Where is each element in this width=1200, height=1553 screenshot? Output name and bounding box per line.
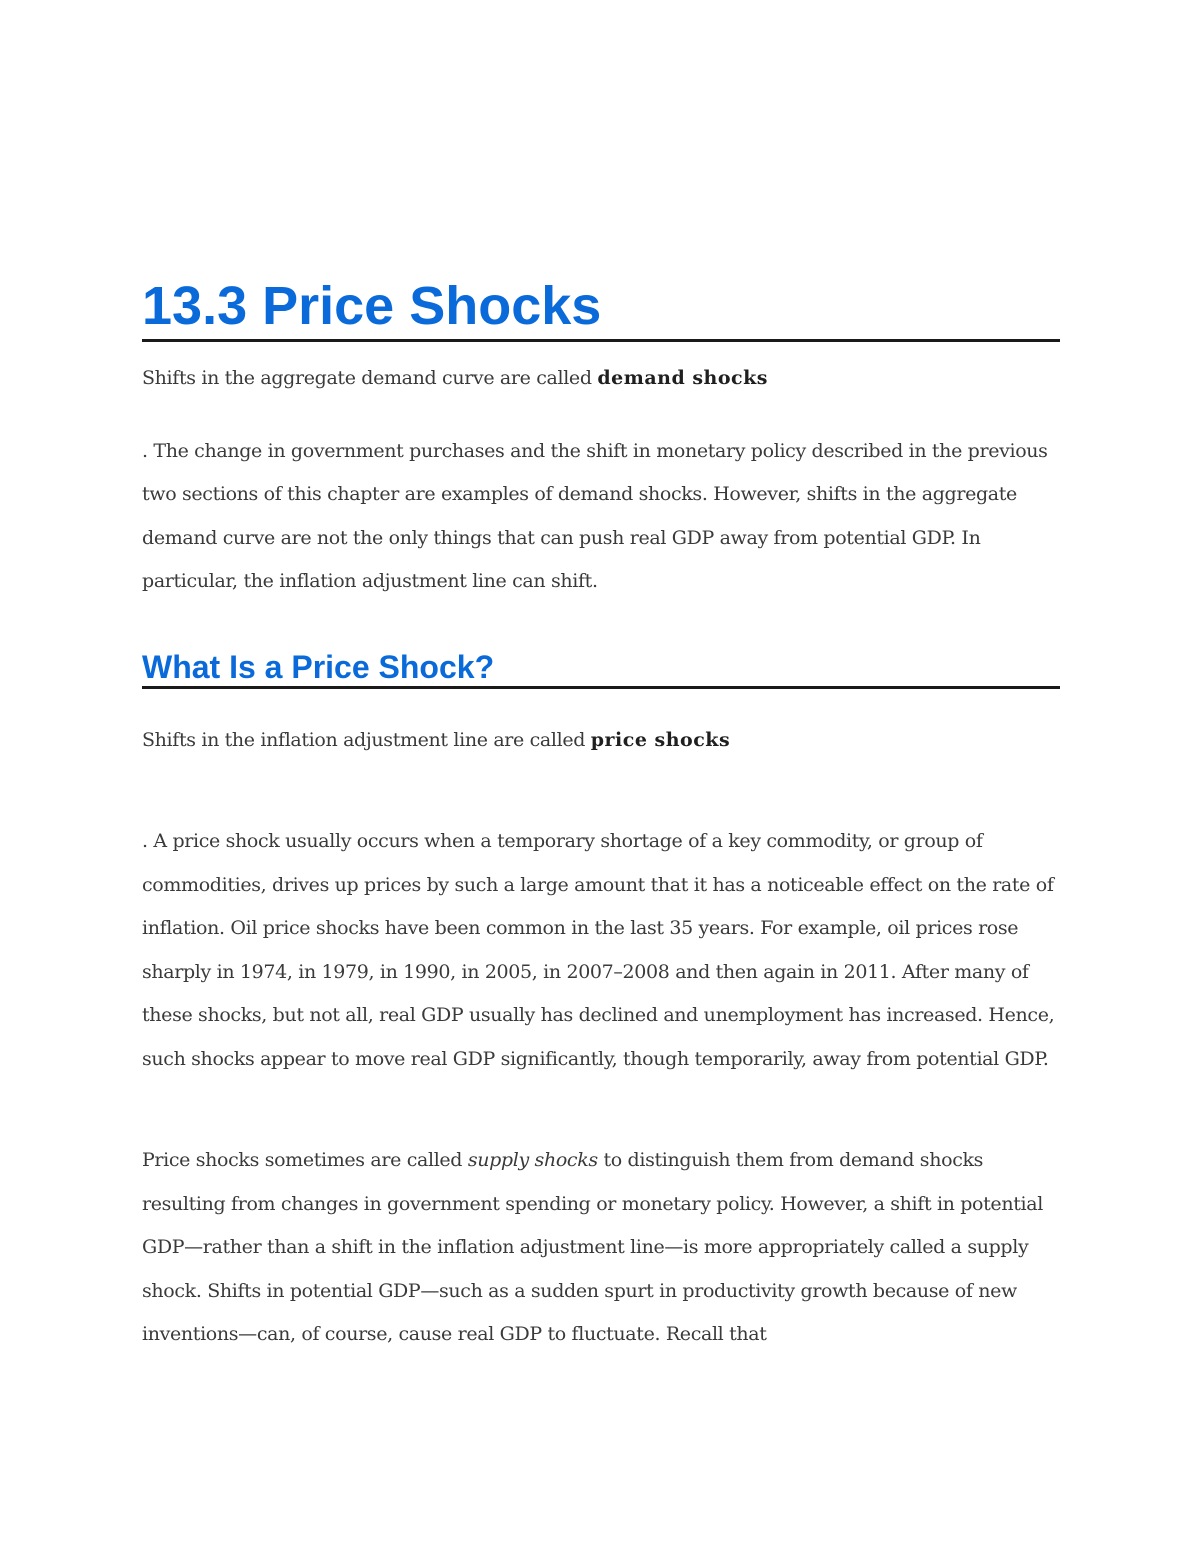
intro2-paragraph [142,719,1060,763]
section-title: 13.3 Price Shocks [142,275,1060,342]
supply-after: to distinguish them from demand shocks resulting from changes in government spending or monetary policy. However, a shift in potential GDP—rather than a shift in the inflation adjustment line—is more appropriately called a supply shock. Shifts in potential GDP—such as a sudden spurt in productivity growth because of new inventions—can, of course, cause real GDP to fluctuate. Recall that [142,1149,1043,1345]
paragraph-price-shocks: . A price shock usually occurs when a temporary shortage of a key commodity, or group of commodities, drives up prices by such a large amount that it has a noticeable effect on the rate of inflation. Oil price shocks have been common in the last 35 years. For example, oil prices rose sharply in 1974, in 1979, in 1990, in 2005, in 2007–2008 and then again in 2011. After many of these shocks, but not all, real GDP usually has declined and unemployment has increased. Hence, such shocks appear to move real GDP significantly, though temporarily, away from potential GDP. [142,830,1055,1070]
subsection-title: What Is a Price Shock? [142,648,1060,689]
document-page [142,275,1060,1357]
paragraph-demand-shocks: . The change in government purchases and the shift in monetary policy described in the previous two sections of this chapter are examples of demand shocks. However, shifts in the aggregate demand curve are not the only things that can push real GDP away from potential GDP. In particular, the inflation adjustment line can shift. [142,439,1048,592]
intro-paragraph [142,357,1060,401]
demand-shocks-term: demand shocks [597,367,768,389]
price-shocks-term: price shocks [590,728,731,751]
supply-shocks-term: supply shocks [467,1149,598,1171]
intro-lead: Shifts in the aggregate demand curve are called [142,367,592,389]
intro2-lead: Shifts in the inflation adjustment line are called [142,728,586,751]
supply-before: Price shocks sometimes are called [142,1149,463,1171]
paragraph-supply-shocks [142,1139,1060,1357]
